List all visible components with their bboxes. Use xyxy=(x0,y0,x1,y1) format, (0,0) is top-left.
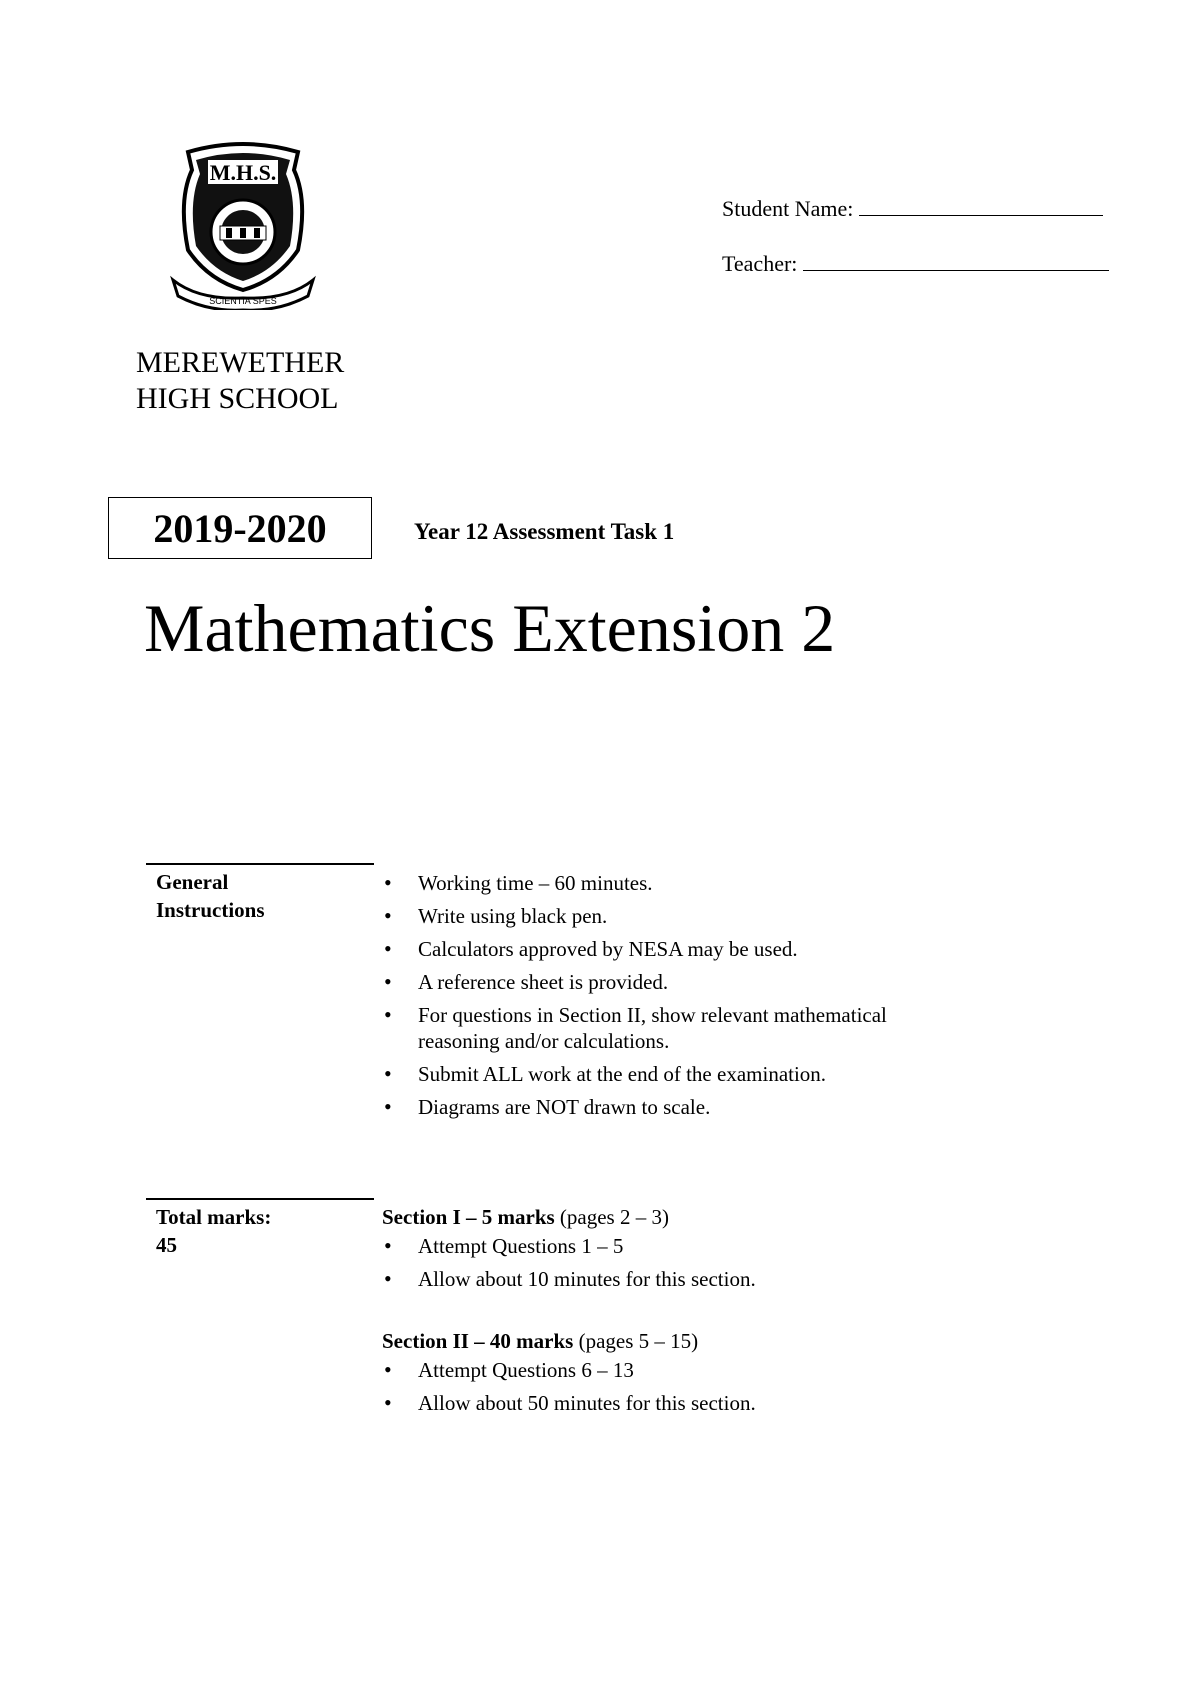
school-name xyxy=(136,345,344,417)
instruction-item: • Calculators approved by NESA may be used. xyxy=(382,936,982,962)
student-name-label: Student Name: xyxy=(722,196,854,221)
exam-year-box xyxy=(108,497,372,559)
section1-item: • Allow about 10 minutes for this section. xyxy=(382,1266,1002,1292)
total-marks-divider xyxy=(146,1198,374,1200)
general-instructions-label xyxy=(156,868,265,924)
school-name-line1: MEREWETHER xyxy=(136,346,345,379)
instruction-item: • Submit ALL work at the end of the examination. xyxy=(382,1061,982,1087)
section1-list xyxy=(382,1233,1002,1292)
section2-title: Section II – 40 marks xyxy=(382,1329,574,1353)
section2-heading xyxy=(382,1327,1002,1355)
section2-item: • Allow about 50 minutes for this section. xyxy=(382,1390,1002,1416)
svg-text:SCIENTIA SPES: SCIENTIA SPES xyxy=(209,296,277,306)
teacher-field[interactable] xyxy=(722,251,1109,277)
general-instructions-list xyxy=(382,870,982,1127)
exam-year: 2019-2020 xyxy=(153,505,327,551)
section1-block xyxy=(382,1203,1002,1299)
general-instructions-label-line2: Instructions xyxy=(156,898,265,922)
task-title: Year 12 Assessment Task 1 xyxy=(414,519,675,544)
section1-title: Section I – 5 marks xyxy=(382,1205,555,1229)
section1-item: • Attempt Questions 1 – 5 xyxy=(382,1233,1002,1259)
student-name-field[interactable] xyxy=(722,196,1103,222)
teacher-label: Teacher: xyxy=(722,251,798,276)
section2-list xyxy=(382,1357,1002,1416)
instruction-item: • A reference sheet is provided. xyxy=(382,969,982,995)
section1-heading xyxy=(382,1203,1002,1231)
teacher-blank[interactable] xyxy=(803,270,1109,271)
svg-text:M.H.S.: M.H.S. xyxy=(209,160,277,185)
section2-block xyxy=(382,1327,1002,1423)
school-name-line2: HIGH SCHOOL xyxy=(136,382,339,415)
section2-pages: (pages 5 – 15) xyxy=(578,1329,699,1353)
student-name-blank[interactable] xyxy=(859,215,1103,216)
total-marks-label xyxy=(156,1203,271,1259)
school-crest-logo xyxy=(168,140,318,310)
total-marks-value: 45 xyxy=(156,1233,177,1257)
instruction-item: • Diagrams are NOT drawn to scale. xyxy=(382,1094,982,1120)
instruction-item: • Working time – 60 minutes. xyxy=(382,870,982,896)
section2-item: • Attempt Questions 6 – 13 xyxy=(382,1357,1002,1383)
instruction-item: • For questions in Section II, show relevant mathematical reasoning and/or calculations. xyxy=(382,1002,958,1054)
instructions-divider xyxy=(146,863,374,865)
total-marks-label-text: Total marks: xyxy=(156,1205,272,1229)
general-instructions-label-line1: General xyxy=(156,870,229,894)
instruction-item: • Write using black pen. xyxy=(382,903,982,929)
subject-title: Mathematics Extension 2 xyxy=(144,590,836,666)
section1-pages: (pages 2 – 3) xyxy=(559,1205,669,1229)
